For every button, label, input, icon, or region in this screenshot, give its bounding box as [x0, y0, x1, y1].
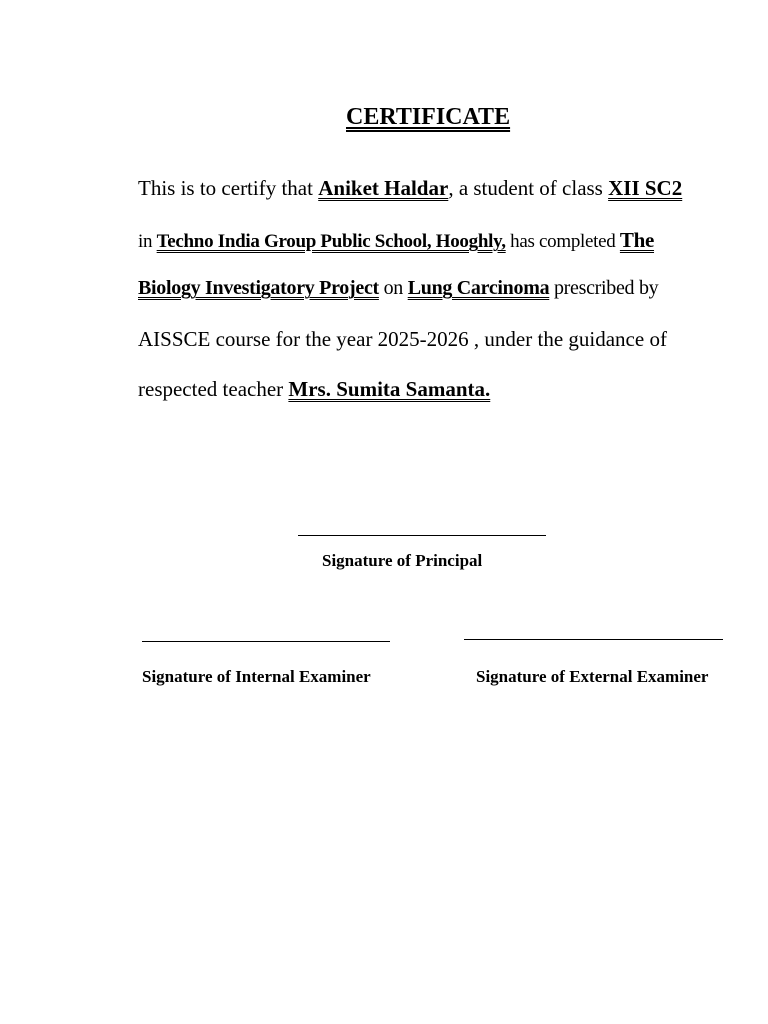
external-examiner-signature-label: Signature of External Examiner — [476, 667, 709, 686]
principal-signature-line — [298, 535, 546, 536]
line3-post: prescribed by — [549, 277, 659, 299]
teacher-name: Mrs. Sumita Samanta. — [288, 377, 491, 401]
body-line-2 — [138, 228, 654, 253]
body-line-4 — [138, 327, 667, 352]
project-title-end: Biology Investigatory Project — [138, 277, 379, 299]
project-title-start: The — [619, 228, 655, 252]
certificate-title: CERTIFICATE — [346, 104, 511, 130]
body-line-3 — [138, 277, 658, 300]
line2-mid: has completed — [505, 231, 620, 252]
student-class: XII SC2 — [608, 176, 683, 200]
line3-mid: on — [378, 277, 408, 299]
student-name: Aniket Haldar — [318, 176, 449, 200]
body-line-1 — [138, 176, 682, 201]
external-examiner-signature-line — [464, 639, 723, 640]
line1-mid: , a student of class — [448, 176, 609, 200]
principal-signature-label: Signature of Principal — [322, 551, 483, 570]
body-line-5 — [138, 377, 490, 402]
line2-pre: in — [138, 231, 157, 252]
internal-examiner-signature-label: Signature of Internal Examiner — [142, 667, 371, 686]
line1-pre: This is to certify that — [138, 176, 319, 200]
project-topic: Lung Carcinoma — [407, 277, 550, 299]
school-name: Techno India Group Public School, Hooghly, — [156, 231, 506, 252]
internal-examiner-signature-line — [142, 641, 390, 642]
line5-pre: respected teacher — [138, 377, 289, 401]
line4-text: AISSCE course for the year 2025-2026 , under the guidance of — [138, 327, 667, 351]
